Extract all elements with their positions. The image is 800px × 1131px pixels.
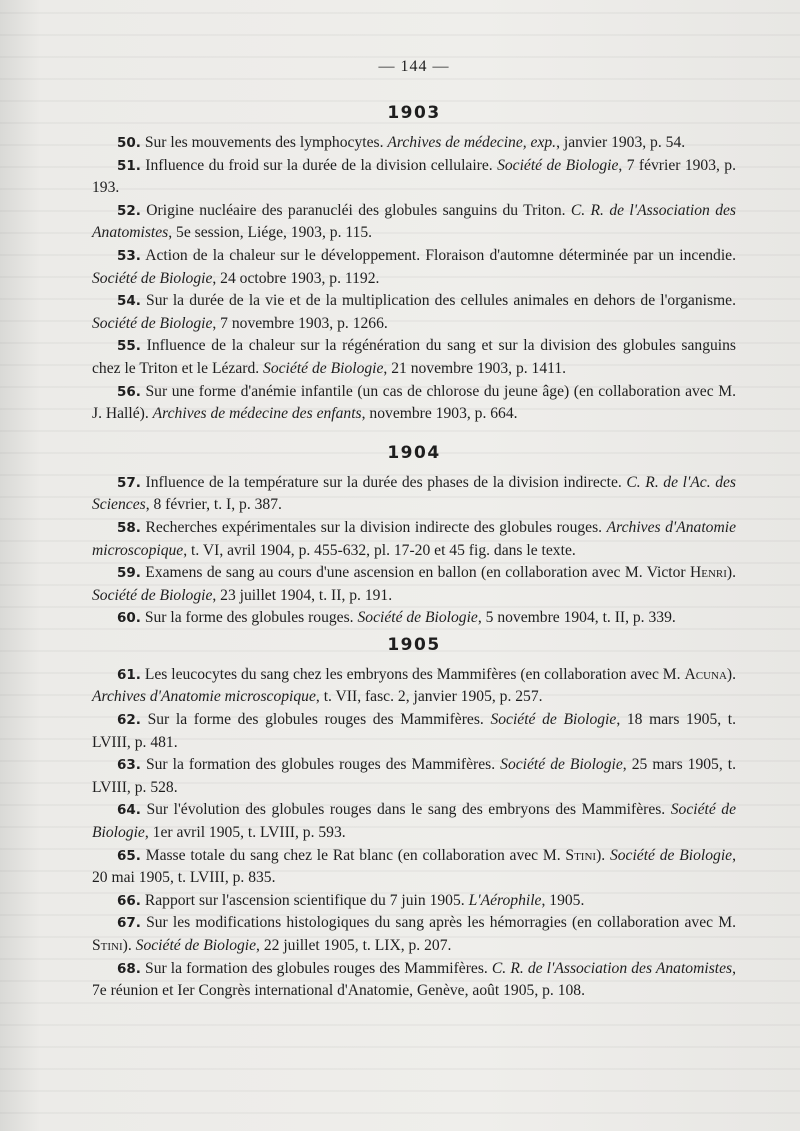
bibliography-entry [92, 845, 736, 890]
entry-details: , 24 octobre 1903, p. 1192. [212, 269, 380, 287]
entry-number: 54. [117, 293, 141, 310]
entry-number: 66. [117, 892, 141, 909]
bibliography-entry [92, 200, 736, 245]
entry-number: 58. [117, 519, 141, 536]
entry-details: , 25 mars 1905, t. LVIII, p. 528. [92, 756, 737, 796]
bibliography-entry [92, 912, 736, 957]
entry-number: 64. [117, 802, 141, 819]
entry-source: Société de Biologie [609, 846, 733, 864]
entry-details: , 5 novembre 1904, t. II, p. 339. [477, 609, 676, 627]
year-heading: 1904 [387, 442, 441, 463]
bibliography-entry [92, 664, 736, 709]
entry-details: , 21 novembre 1903, p. 1411. [383, 359, 567, 377]
entry-title: Origine nucléaire des paranucléi des globules sanguins du Triton. [140, 201, 571, 219]
entry-source: C. R. de l'Association des Anatomistes [491, 959, 733, 977]
collaborator-name: Acuna [684, 665, 727, 683]
bibliography-entry [92, 245, 736, 290]
entry-number: 51. [117, 157, 141, 174]
year-heading: 1905 [387, 634, 441, 655]
entry-number: 61. [117, 666, 141, 683]
entry-number: 55. [117, 338, 141, 355]
entry-title: Influence du froid sur la durée de la division cellulaire. [140, 156, 498, 174]
entry-title: Les leucocytes du sang chez les embryons des Mammifères (en collaboration avec M. [140, 665, 685, 683]
collaborator-name: Stini [92, 937, 123, 954]
entry-title-rest: ). [596, 846, 610, 864]
entry-title: Sur la durée de la vie et de la multiplication des cellules animales en dehors de l'organisme. [140, 292, 736, 310]
page-number: — 144 — [378, 58, 450, 75]
entry-number: 57. [117, 474, 141, 491]
bibliography-entry [92, 799, 736, 844]
entry-details: , t. VII, fasc. 2, janvier 1905, p. 257. [315, 688, 543, 706]
entry-title-rest: ). [726, 564, 736, 582]
entry-source: Société de Biologie [497, 156, 619, 174]
bibliography-entry [92, 607, 736, 630]
entry-details: , 7e réunion et Ier Congrès international d'Anatomie, Genève, août 1905, p. 108. [92, 959, 736, 1000]
entry-details: , t. VI, avril 1904, p. 455-632, pl. 17-20 et 45 fig. dans le texte. [183, 541, 576, 559]
entry-details: , novembre 1903, p. 664. [361, 405, 518, 423]
entry-source: Archives de médecine des enfants [152, 405, 362, 423]
bibliography [92, 102, 736, 1003]
entry-source: Archives de médecine, exp. [387, 134, 557, 151]
bibliography-entry [92, 709, 736, 754]
entry-details: , 7 février 1903, p. 193. [92, 156, 737, 197]
entry-title: Sur la forme des globules rouges des Mammifères. [140, 711, 491, 729]
entry-title: Sur l'évolution des globules rouges dans le sang des embryons des Mammifères. [140, 801, 671, 819]
entry-details: , 8 février, t. I, p. 387. [145, 496, 282, 514]
entry-source: Société de Biologie [92, 801, 737, 842]
entry-source: Société de Biologie [92, 314, 213, 332]
entry-details: , 22 juillet 1905, t. LIX, p. 207. [256, 937, 452, 954]
bibliography-entry [92, 132, 736, 155]
entry-title: Action de la chaleur sur le développement. Floraison d'automne déterminée par un incendie. [140, 246, 736, 264]
entry-title: Influence de la température sur la durée des phases de la division indirecte. [140, 473, 627, 491]
entry-title: Masse totale du sang chez le Rat blanc (en collaboration avec M. [140, 846, 566, 864]
collaborator-name: Stini [565, 846, 597, 864]
entry-source: Société de Biologie [135, 937, 257, 954]
bibliography-entry [92, 517, 736, 562]
entry-title: Sur une forme d'anémie infantile (un cas de chlorose du jeune âge) (en collaboration avec M. J. Hallé). [92, 382, 736, 423]
bibliography-entry [92, 958, 736, 1003]
entry-title-rest: ). [122, 937, 136, 954]
entry-source: C. R. de l'Ac. des Sciences [92, 473, 736, 514]
entry-number: 63. [117, 757, 141, 774]
entry-details: , 23 juillet 1904, t. II, p. 191. [212, 586, 393, 604]
entry-number: 50. [117, 135, 141, 151]
entry-details: , 18 mars 1905, t. LVIII, p. 481. [92, 711, 737, 751]
entry-source: Société de Biologie [490, 711, 617, 729]
entry-source: L'Aérophile [468, 891, 542, 909]
entry-number: 67. [117, 915, 141, 932]
entry-number: 65. [117, 847, 141, 864]
entry-source: C. R. de l'Association des Anatomistes [92, 201, 736, 242]
bibliography-entry [92, 754, 736, 799]
entry-title-rest: ). [726, 665, 736, 683]
entry-title: Influence de la chaleur sur la régénération du sang et sur la division des globules sanguins chez le Triton et le Lézard. [92, 337, 736, 377]
bibliography-entry [92, 381, 736, 426]
bibliography-entry [92, 335, 736, 380]
entry-source: Société de Biologie [92, 586, 213, 604]
entry-title: Sur les mouvements des lymphocytes. [140, 134, 388, 151]
entry-source: Société de Biologie [92, 269, 213, 287]
entry-details: , 1er avril 1905, t. LVIII, p. 593. [144, 824, 346, 842]
entry-details: , 1905. [541, 891, 585, 909]
entry-details: , 20 mai 1905, t. LVIII, p. 835. [92, 846, 736, 887]
bibliography-entry [92, 890, 736, 913]
entry-number: 53. [117, 247, 141, 264]
entry-number: 59. [117, 565, 141, 582]
bibliography-entry [92, 562, 736, 607]
entry-number: 60. [117, 610, 141, 627]
entry-source: Société de Biologie [500, 756, 623, 774]
bibliography-entry [92, 290, 736, 335]
entry-details: , 5e session, Liége, 1903, p. 115. [168, 224, 373, 242]
collaborator-name: Henri [689, 564, 727, 582]
entry-source: Archives d'Anatomie microscopique [92, 518, 736, 559]
entry-title: Sur les modifications histologiques du sang après les hémorragies (en collaboration avec M. [140, 914, 736, 932]
entry-source: Société de Biologie [357, 609, 478, 627]
entry-details: , 7 novembre 1903, p. 1266. [212, 314, 388, 332]
bibliography-entry [92, 155, 736, 200]
entry-title: Sur la forme des globules rouges. [140, 609, 358, 627]
entry-title: Examens de sang au cours d'une ascension en ballon (en collaboration avec M. Victor [140, 564, 690, 582]
entry-number: 52. [117, 202, 141, 219]
entry-number: 56. [117, 383, 141, 400]
entry-details: , janvier 1903, p. 54. [556, 134, 686, 151]
bibliography-entry [92, 472, 736, 517]
entry-number: 68. [117, 960, 141, 977]
entry-source: Archives d'Anatomie microscopique [92, 688, 316, 706]
entry-title: Rapport sur l'ascension scientifique du 7 juin 1905. [140, 891, 469, 909]
entry-title: Sur la formation des globules rouges des Mammifères. [140, 959, 492, 977]
entry-title: Sur la formation des globules rouges des Mammifères. [140, 756, 501, 774]
entry-source: Société de Biologie [263, 359, 384, 377]
entry-number: 62. [117, 712, 141, 729]
year-heading: 1903 [387, 103, 441, 123]
entry-title: Recherches expérimentales sur la division indirecte des globules rouges. [140, 518, 607, 536]
